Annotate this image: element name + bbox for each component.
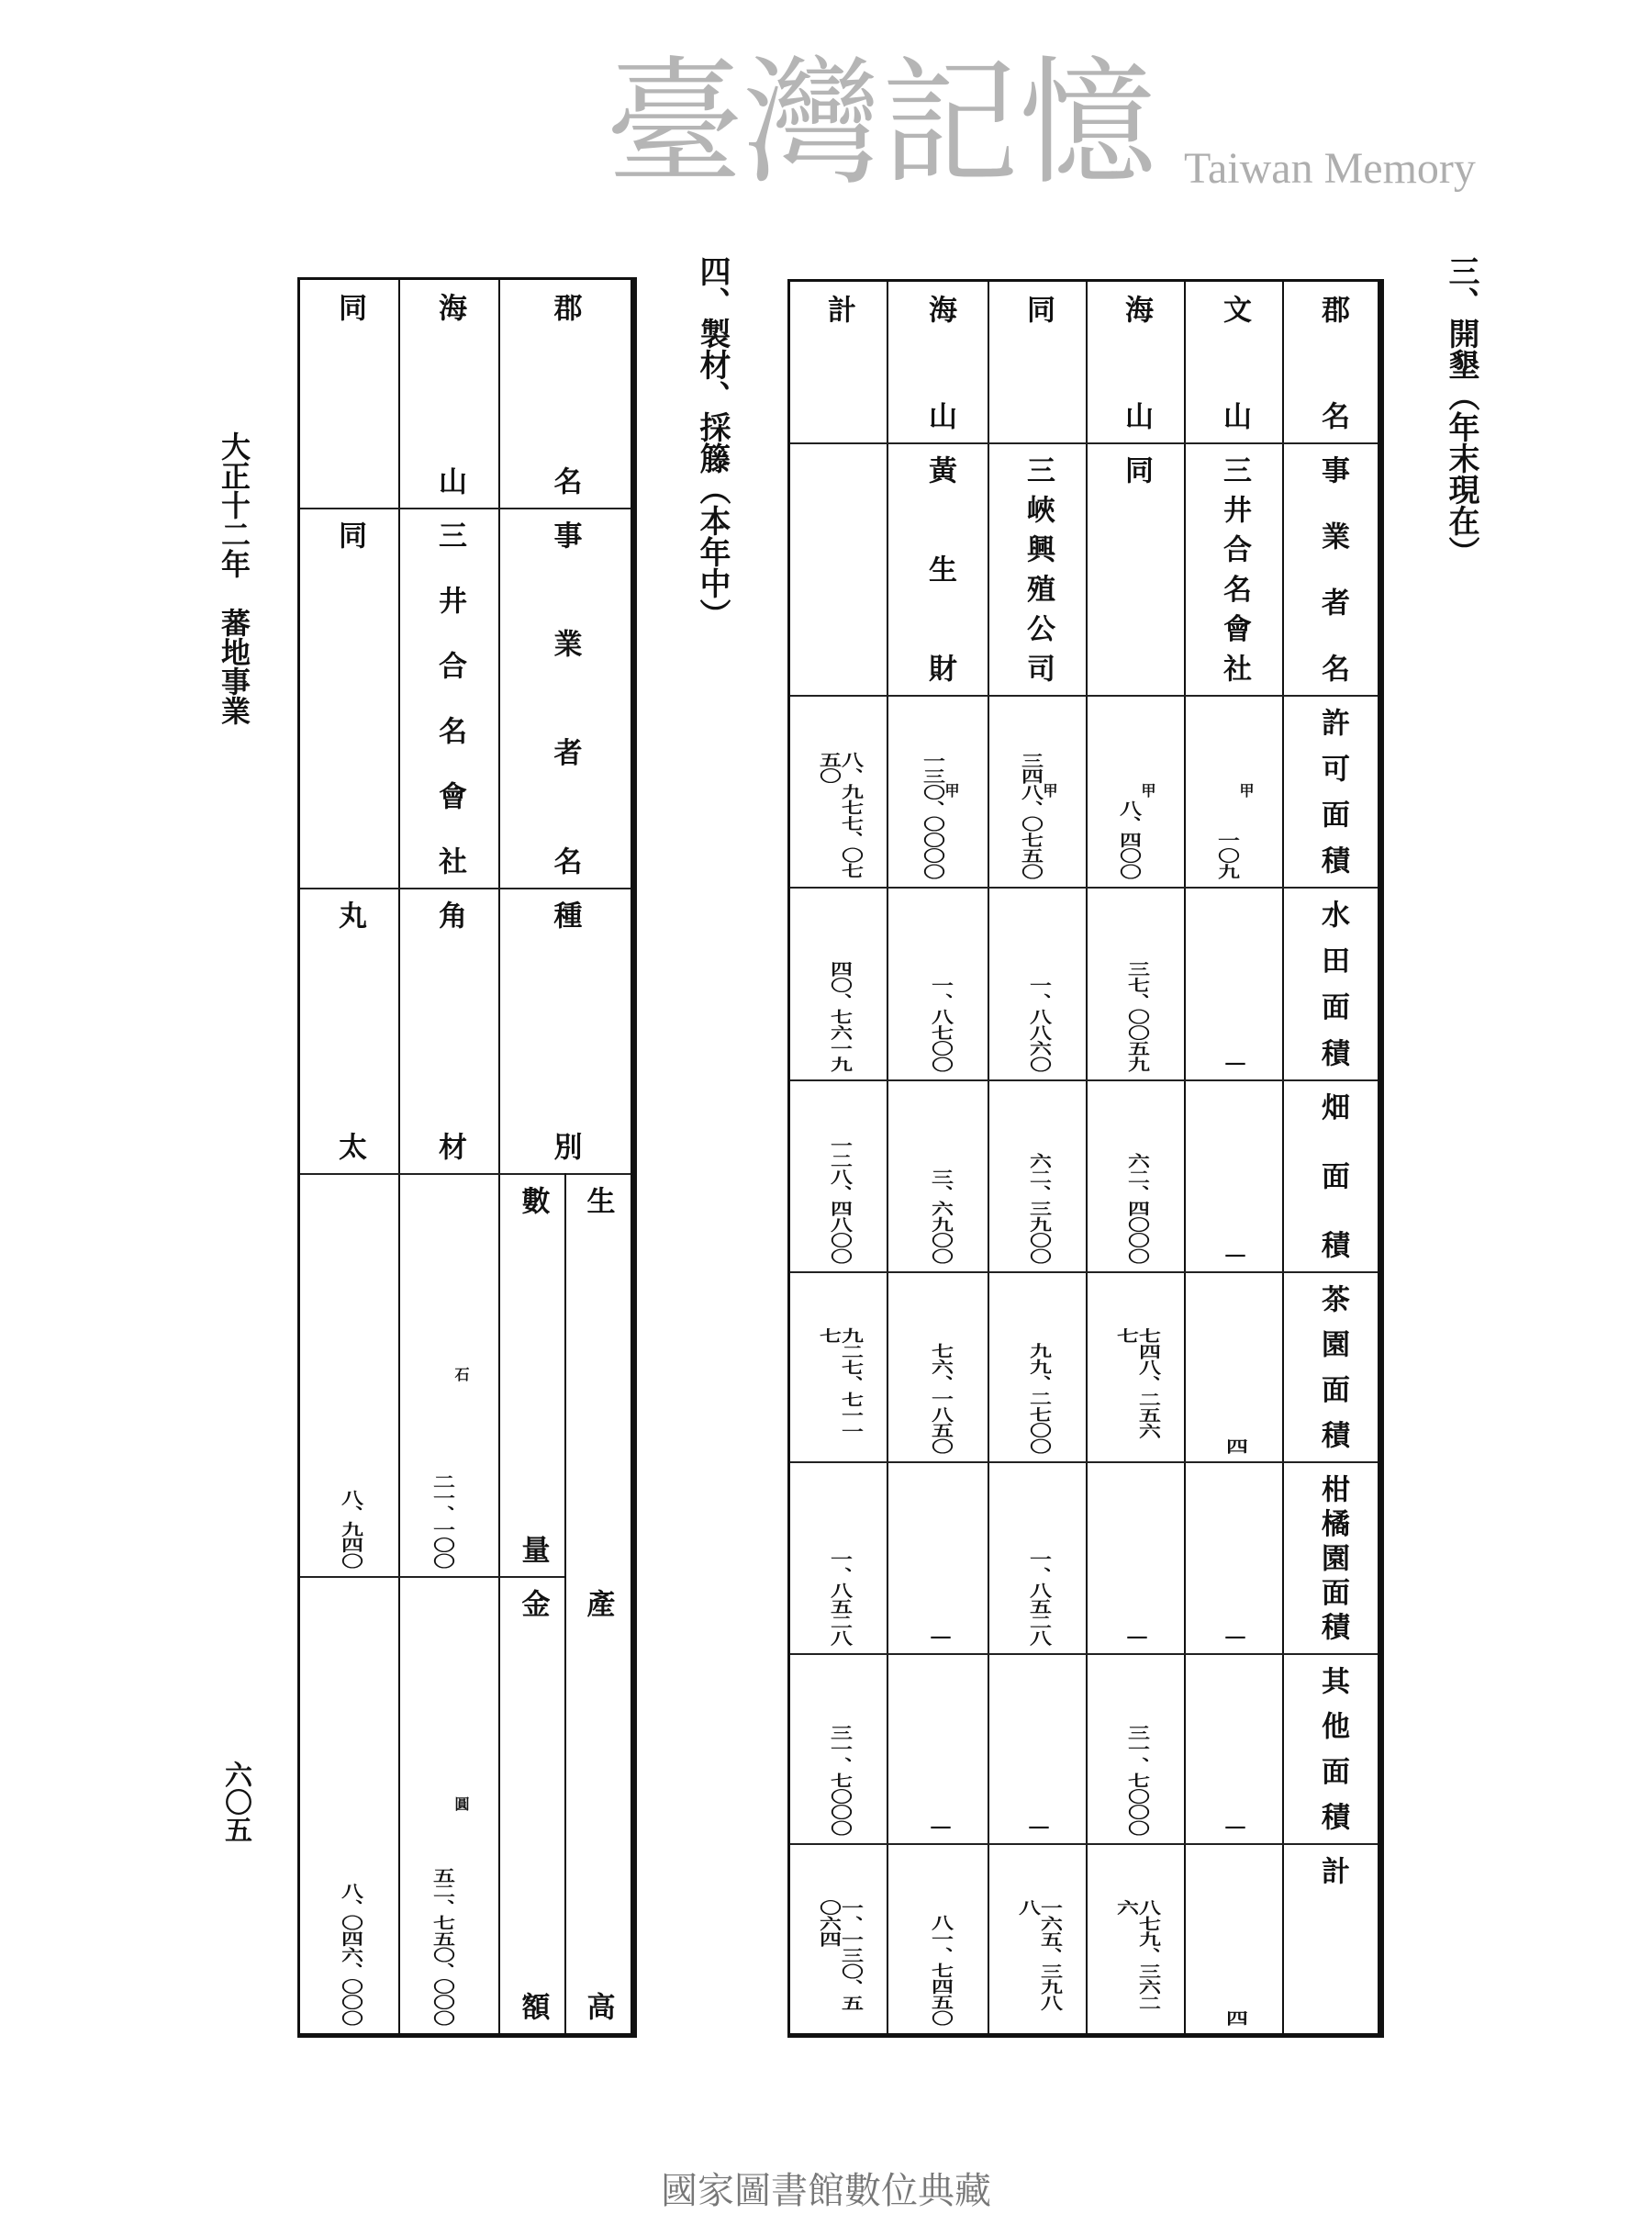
value-cell-text: 六二、三九〇〇 [1025, 1153, 1053, 1264]
amount-cell-text: 五二、七五〇、〇〇〇 [429, 1867, 456, 2026]
operator-cell [300, 508, 400, 888]
watermark-text: 臺灣記憶 [606, 44, 1157, 204]
value-cell-text: 一、八五二八 [826, 1550, 854, 1646]
column-header [1284, 1271, 1382, 1461]
column-header [1284, 695, 1382, 887]
column-header-text: 柑橘園面積 [1316, 1474, 1349, 1640]
unit-label: 甲 [1141, 781, 1156, 800]
value-cell [989, 1271, 1088, 1461]
column-header [1284, 887, 1382, 1079]
section-3-title: 三、開墾（年末現在） [1443, 255, 1479, 567]
column-header-text: 郡名 [1316, 295, 1349, 430]
district-cell [891, 282, 989, 442]
column-header-text: 事業者名 [548, 520, 582, 875]
column-header [500, 508, 631, 888]
value-cell-text: 七四八、二五六七 [1112, 1327, 1162, 1439]
value-cell-text: 三一、七〇〇〇 [1123, 1725, 1151, 1836]
column-header-text: 金額 [516, 1589, 550, 2020]
kind-cell-text: 角材 [433, 900, 466, 1160]
value-cell-text: 三一、七〇〇〇 [826, 1725, 854, 1836]
value-cell-text: 四〇、七六一九 [826, 961, 854, 1072]
district-cell [1088, 282, 1186, 442]
value-cell [1088, 1271, 1186, 1461]
operator-cell [400, 508, 500, 888]
district-cell [989, 282, 1088, 442]
district-cell [1186, 282, 1284, 442]
kind-cell [400, 888, 500, 1173]
page-number: 六〇五 [219, 1761, 251, 1843]
value-cell-text: — [1025, 1817, 1053, 1836]
district-cell [790, 282, 888, 442]
operator-cell-text: 黃生財 [923, 455, 956, 682]
value-cell [1088, 1079, 1186, 1271]
value-cell-text: — [927, 1627, 954, 1646]
section-4-title: 四、製材、採籐（本年中） [694, 255, 731, 630]
column-header [500, 280, 631, 508]
district-cell [300, 280, 400, 508]
kind-cell-text: 丸太 [333, 900, 366, 1160]
running-header: 大正十二年 蕃地事業 [217, 431, 251, 725]
value-cell [1186, 1461, 1284, 1653]
district-cell-text: 文山 [1218, 295, 1251, 430]
operator-cell-text: 三井合名會社 [433, 520, 466, 875]
value-cell-text: 八一、七四五〇 [927, 1915, 954, 2026]
quantity-cell [300, 1173, 400, 1576]
unit-label: 石 [454, 1365, 470, 1383]
unit-label: 圓 [454, 1795, 470, 1813]
value-cell [790, 695, 888, 887]
operator-cell-text: 三峽興殖公司 [1021, 455, 1055, 682]
value-cell [989, 1461, 1088, 1653]
watermark-logo [606, 44, 1157, 204]
operator-cell-text: 三井合名會社 [1218, 455, 1251, 682]
value-cell-text: 三、六九〇〇 [927, 1168, 954, 1264]
value-cell [989, 1843, 1088, 2033]
value-cell [891, 1271, 989, 1461]
value-cell-text: 九二七、七一一七 [815, 1327, 865, 1439]
column-header [1284, 1461, 1382, 1653]
quantity-cell [400, 1173, 500, 1576]
value-cell-text: 九九、二七〇〇 [1025, 1343, 1053, 1454]
lumber-rattan-table [297, 277, 637, 2038]
amount-cell [400, 1576, 500, 2033]
column-header-text: 水田面積 [1316, 900, 1349, 1067]
column-header [1284, 1843, 1382, 2033]
column-header-text: 茶園面積 [1316, 1284, 1349, 1448]
value-cell [790, 887, 888, 1079]
value-cell-text: 八、九七七、〇七五〇 [815, 752, 865, 879]
value-cell-text: 一、八八六〇 [1025, 977, 1053, 1072]
value-cell-text: — [1222, 1245, 1249, 1264]
value-cell-text: 四 [1222, 1437, 1249, 1454]
value-cell [790, 1653, 888, 1843]
value-cell [1186, 1079, 1284, 1271]
value-cell [790, 1843, 888, 2033]
unit-label: 甲 [944, 781, 960, 800]
quantity-cell-text: 八、九四〇 [337, 1489, 364, 1569]
value-cell [1186, 887, 1284, 1079]
value-cell-text: — [927, 1817, 954, 1836]
operator-cell [989, 442, 1088, 695]
value-cell [989, 1653, 1088, 1843]
value-cell-text: 七六、一八五〇 [927, 1343, 954, 1454]
district-cell-text: 同 [333, 293, 366, 321]
column-header-text: 郡名 [548, 293, 582, 495]
column-header-text: 畑面積 [1316, 1092, 1349, 1258]
value-cell-text: — [1222, 1627, 1249, 1646]
value-cell [1186, 1271, 1284, 1461]
footer-caption: 國家圖書館數位典藏 [661, 2170, 991, 2212]
value-cell [790, 1271, 888, 1461]
operator-cell [891, 442, 989, 695]
value-cell [1088, 1843, 1186, 2033]
column-header [566, 1173, 631, 2033]
amount-cell [300, 1576, 400, 2033]
column-header [1284, 442, 1382, 695]
value-cell-text: 一三〇、〇〇〇〇 [919, 752, 946, 879]
kind-cell [300, 888, 400, 1173]
value-cell [1088, 887, 1186, 1079]
district-cell-text: 海山 [433, 293, 466, 495]
value-cell [1088, 1461, 1186, 1653]
value-cell-text: 一〇九 [1213, 832, 1241, 879]
value-cell [989, 695, 1088, 887]
value-cell-text: 六二、四〇〇〇 [1123, 1153, 1151, 1264]
column-header [500, 888, 631, 1173]
quantity-cell-text: 二一、一〇〇 [429, 1473, 456, 1569]
column-header [1284, 282, 1382, 442]
value-cell [891, 695, 989, 887]
column-header-text: 許可面積 [1316, 708, 1349, 874]
district-cell-text: 海山 [1120, 295, 1153, 430]
value-cell-text: — [1222, 1817, 1249, 1836]
value-cell-text: 一二八、四八〇〇 [826, 1136, 854, 1264]
value-cell-text: 八七九、三六二六 [1112, 1899, 1162, 2011]
operator-cell-text: 同 [333, 520, 366, 549]
value-cell [891, 1461, 989, 1653]
value-cell-text: 三七、〇〇五九 [1123, 961, 1151, 1072]
value-cell-text: 八、四〇〇 [1115, 800, 1143, 879]
reclamation-table [787, 279, 1384, 2038]
value-cell [891, 887, 989, 1079]
value-cell-text: 一、一三〇、五〇六四 [815, 1899, 865, 2011]
unit-label: 甲 [1239, 781, 1255, 800]
district-cell-text: 計 [822, 295, 855, 323]
watermark-english: Taiwan Memory [1184, 144, 1476, 193]
value-cell-text: 三四八、〇七五〇 [1017, 752, 1044, 879]
value-cell [989, 887, 1088, 1079]
column-header-text: 計 [1316, 1856, 1349, 1884]
column-header-text: 生產高 [581, 1186, 615, 2020]
value-cell [989, 1079, 1088, 1271]
column-header [500, 1576, 566, 2033]
column-header [1284, 1653, 1382, 1843]
column-header-text: 種別 [548, 900, 582, 1160]
value-cell [790, 1461, 888, 1653]
value-cell [1186, 1843, 1284, 2033]
district-cell-text: 海山 [923, 295, 956, 430]
value-cell [891, 1079, 989, 1271]
operator-cell [1088, 442, 1186, 695]
district-cell-text: 同 [1021, 295, 1055, 323]
value-cell-text: 一六五、三九八八 [1014, 1899, 1064, 2011]
district-cell [400, 280, 500, 508]
operator-cell [1186, 442, 1284, 695]
amount-cell-text: 八、〇四六、〇〇〇 [337, 1883, 364, 2026]
value-cell [1186, 695, 1284, 887]
value-cell-text: 四 [1222, 2009, 1249, 2026]
column-header-text: 數量 [516, 1186, 550, 1563]
value-cell [1186, 1653, 1284, 1843]
column-header [1284, 1079, 1382, 1271]
column-header [500, 1173, 566, 1576]
value-cell-text: — [1123, 1627, 1151, 1646]
operator-cell-text: 同 [1120, 455, 1153, 484]
value-cell [1088, 1653, 1186, 1843]
column-header-text: 其他面積 [1316, 1666, 1349, 1830]
column-header-text: 事業者名 [1316, 455, 1349, 682]
value-cell [891, 1843, 989, 2033]
value-cell-text: 一、八五二八 [1025, 1550, 1053, 1646]
unit-label: 甲 [1043, 781, 1058, 800]
value-cell [1088, 695, 1186, 887]
value-cell [891, 1653, 989, 1843]
value-cell [790, 1079, 888, 1271]
value-cell-text: — [1222, 1053, 1249, 1072]
value-cell-text: 一、八七〇〇 [927, 977, 954, 1072]
